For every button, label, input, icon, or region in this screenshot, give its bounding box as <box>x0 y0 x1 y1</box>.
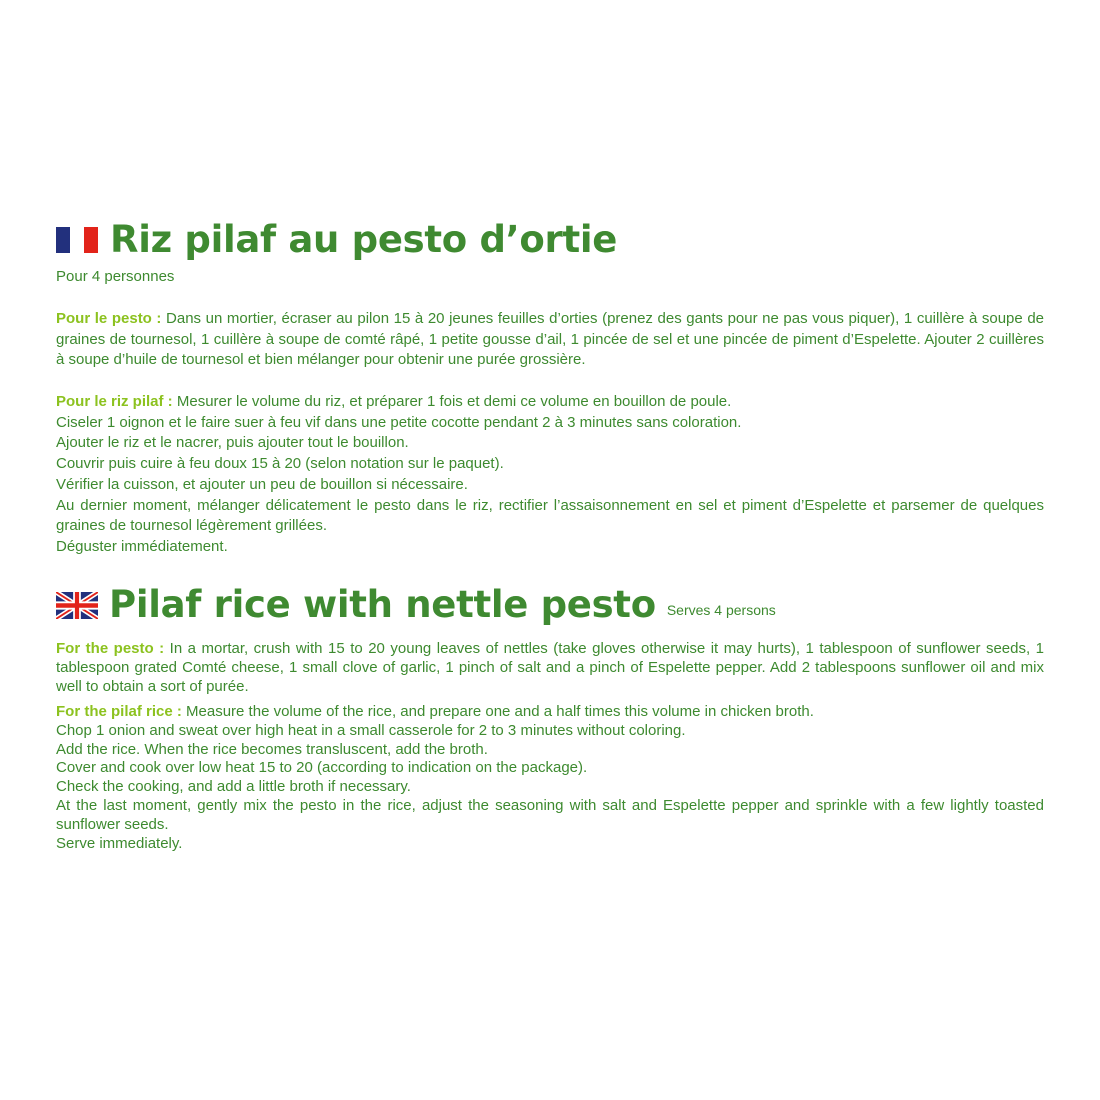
french-title-row <box>56 218 617 262</box>
english-pesto-text: In a mortar, crush with 15 to 20 young leaves of nettles (take gloves otherwise it may hurts), 1 tablespoon of sunflower seeds, 1 tablespoon grated Comté cheese, 1 small clove of garlic, 1 pinch of salt and a pinch of Espelette pepper. Add 2 tablespoons sunflower oil and mix well to obtain a sort of purée. <box>56 640 1044 695</box>
french-pesto-text: Dans un mortier, écraser au pilon 15 à 20 jeunes feuilles d’orties (prenez des gants pour ne pas vous piquer), 1 cuillère à soupe de graines de tournesol, 1 cuillère à soupe de comté râpé, 1 petite gousse d’ail, 1 pincée de sel et une pincée de piment d’Espelette. Ajouter 2 cuillères à soupe d’huile de tournesol et bien mélanger pour obtenir une purée grossière. <box>56 310 1044 369</box>
english-pilaf-line: Cover and cook over low heat 15 to 20 (according to indication on the package). <box>56 759 588 777</box>
english-pesto-paragraph <box>56 640 1044 696</box>
french-title: Riz pilaf au pesto d’ortie <box>110 218 618 261</box>
english-title-row <box>56 583 776 627</box>
english-title: Pilaf rice with nettle pesto <box>109 583 656 626</box>
english-pilaf-first: Measure the volume of the rice, and prepare one and a half times this volume in chicken broth. <box>181 703 814 720</box>
french-pilaf-line: Ciseler 1 oignon et le faire suer à feu vif dans une petite cocotte pendant 2 à 3 minutes sans coloration. <box>56 413 742 431</box>
english-pilaf-last: Serve immediately. <box>56 834 183 852</box>
french-pesto-label: Pour le pesto : <box>56 310 162 327</box>
french-pilaf-last: Déguster immédiatement. <box>56 537 228 555</box>
english-pilaf-line: Check the cooking, and add a little broth if necessary. <box>56 778 411 796</box>
french-pilaf-line: Ajouter le riz et le nacrer, puis ajouter tout le bouillon. <box>56 434 409 452</box>
flag-uk-icon <box>56 592 98 619</box>
english-pilaf-paragraph <box>56 703 1044 853</box>
french-pilaf-paragraph <box>56 392 1044 558</box>
english-pilaf-long: At the last moment, gently mix the pesto in the rice, adjust the seasoning with salt and Espelette pepper and sprinkle with a few lightly toasted sunflower seeds. <box>56 796 1044 833</box>
french-pesto-paragraph <box>56 309 1044 371</box>
french-pilaf-first: Mesurer le volume du riz, et préparer 1 fois et demi ce volume en bouillon de poule. <box>172 393 732 410</box>
english-pesto-label: For the pesto : <box>56 640 165 657</box>
french-pilaf-line: Couvrir puis cuire à feu doux 15 à 20 (selon notation sur le paquet). <box>56 455 504 473</box>
english-servings: Serves 4 persons <box>666 602 776 618</box>
english-pilaf-line: Chop 1 onion and sweat over high heat in a small casserole for 2 to 3 minutes without coloring. <box>56 721 686 739</box>
flag-france-icon <box>56 227 98 253</box>
english-pilaf-line: Add the rice. When the rice becomes transluscent, add the broth. <box>56 740 488 758</box>
french-pilaf-line: Vérifier la cuisson, et ajouter un peu de bouillon si nécessaire. <box>56 475 468 493</box>
english-pilaf-label: For the pilaf rice : <box>56 703 182 720</box>
french-pilaf-label: Pour le riz pilaf : <box>56 393 173 410</box>
french-pilaf-long: Au dernier moment, mélanger délicatement le pesto dans le riz, rectifier l’assaisonnement en sel et piment d’Espelette et parsemer de quelques graines de tournesol légèrement grillées. <box>56 496 1044 535</box>
french-servings: Pour 4 personnes <box>56 268 175 285</box>
